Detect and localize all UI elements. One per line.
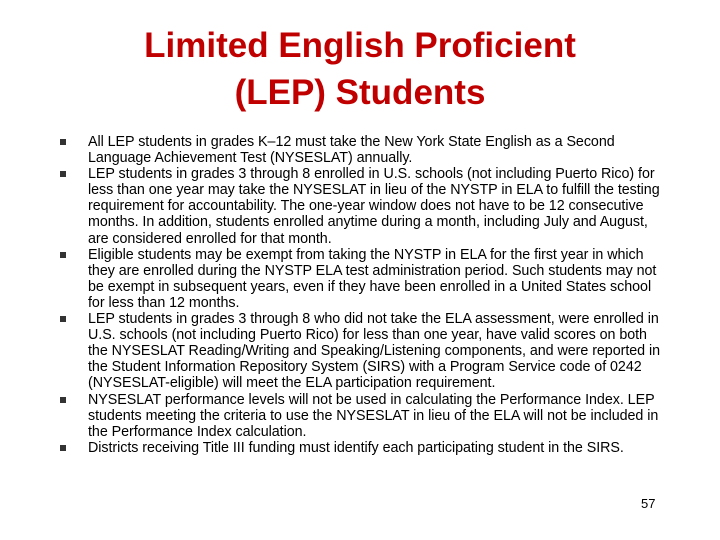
bullet-text: Districts receiving Title III funding must identify each participating student in the SIRS. [88, 439, 624, 456]
bullet-text: LEP students in grades 3 through 8 who did not take the ELA assessment, were enrolled in U.S. schools (not including Puerto Rico) for less than one year, have valid scores on both the NYSESLAT Reading/Writing and Speaking/Listening components, and were reported in the Student Information Repository System (SIRS) with a Program Service code of 0242 (NYSESLAT-eligible) will meet the ELA participation requirement. [88, 311, 660, 392]
square-bullet-icon [60, 316, 66, 322]
bullet-text: All LEP students in grades K–12 must take the New York State English as a Second Language Achievement Test (NYSESLAT) annually. [88, 134, 615, 167]
bullet-item-1 [0, 134, 660, 166]
bullet-item-5 [0, 392, 660, 440]
slide-title [60, 22, 660, 116]
page-number: 57 [641, 496, 656, 511]
bullet-item-3 [0, 247, 660, 311]
bullet-text: Eligible students may be exempt from taking the NYSTP in ELA for the first year in which they are enrolled during the NYSTP ELA test administration period. Such students may not be exempt in subsequent years, even if they have been enrolled in a United States school for less than 12 months. [88, 246, 657, 311]
bullet-text: LEP students in grades 3 through 8 enrolled in U.S. schools (not including Puerto Rico) for less than one year may take the NYSESLAT in lieu of the NYSTP in ELA to fulfill the testing requirement for accountability. The one-year window does not have to be 12 consecutive months. In addition, students enrolled anytime during a month, including July and August, are considered enrolled for that month. [88, 166, 660, 247]
square-bullet-icon [60, 252, 66, 258]
bullet-item-6 [0, 440, 660, 456]
bullet-item-4 [0, 311, 660, 391]
square-bullet-icon [60, 171, 66, 177]
bullet-item-2 [0, 166, 660, 246]
bullet-text: NYSESLAT performance levels will not be used in calculating the Performance Index. LEP students meeting the criteria to use the NYSESLAT in lieu of the ELA will not be included in the Performance Index calculation. [88, 391, 659, 440]
square-bullet-icon [60, 139, 66, 145]
slide-title-line-1: Limited English Proficient [144, 26, 576, 65]
slide-title-line-2: (LEP) Students [234, 73, 486, 112]
square-bullet-icon [60, 445, 66, 451]
bullet-list [0, 134, 720, 456]
square-bullet-icon [60, 397, 66, 403]
